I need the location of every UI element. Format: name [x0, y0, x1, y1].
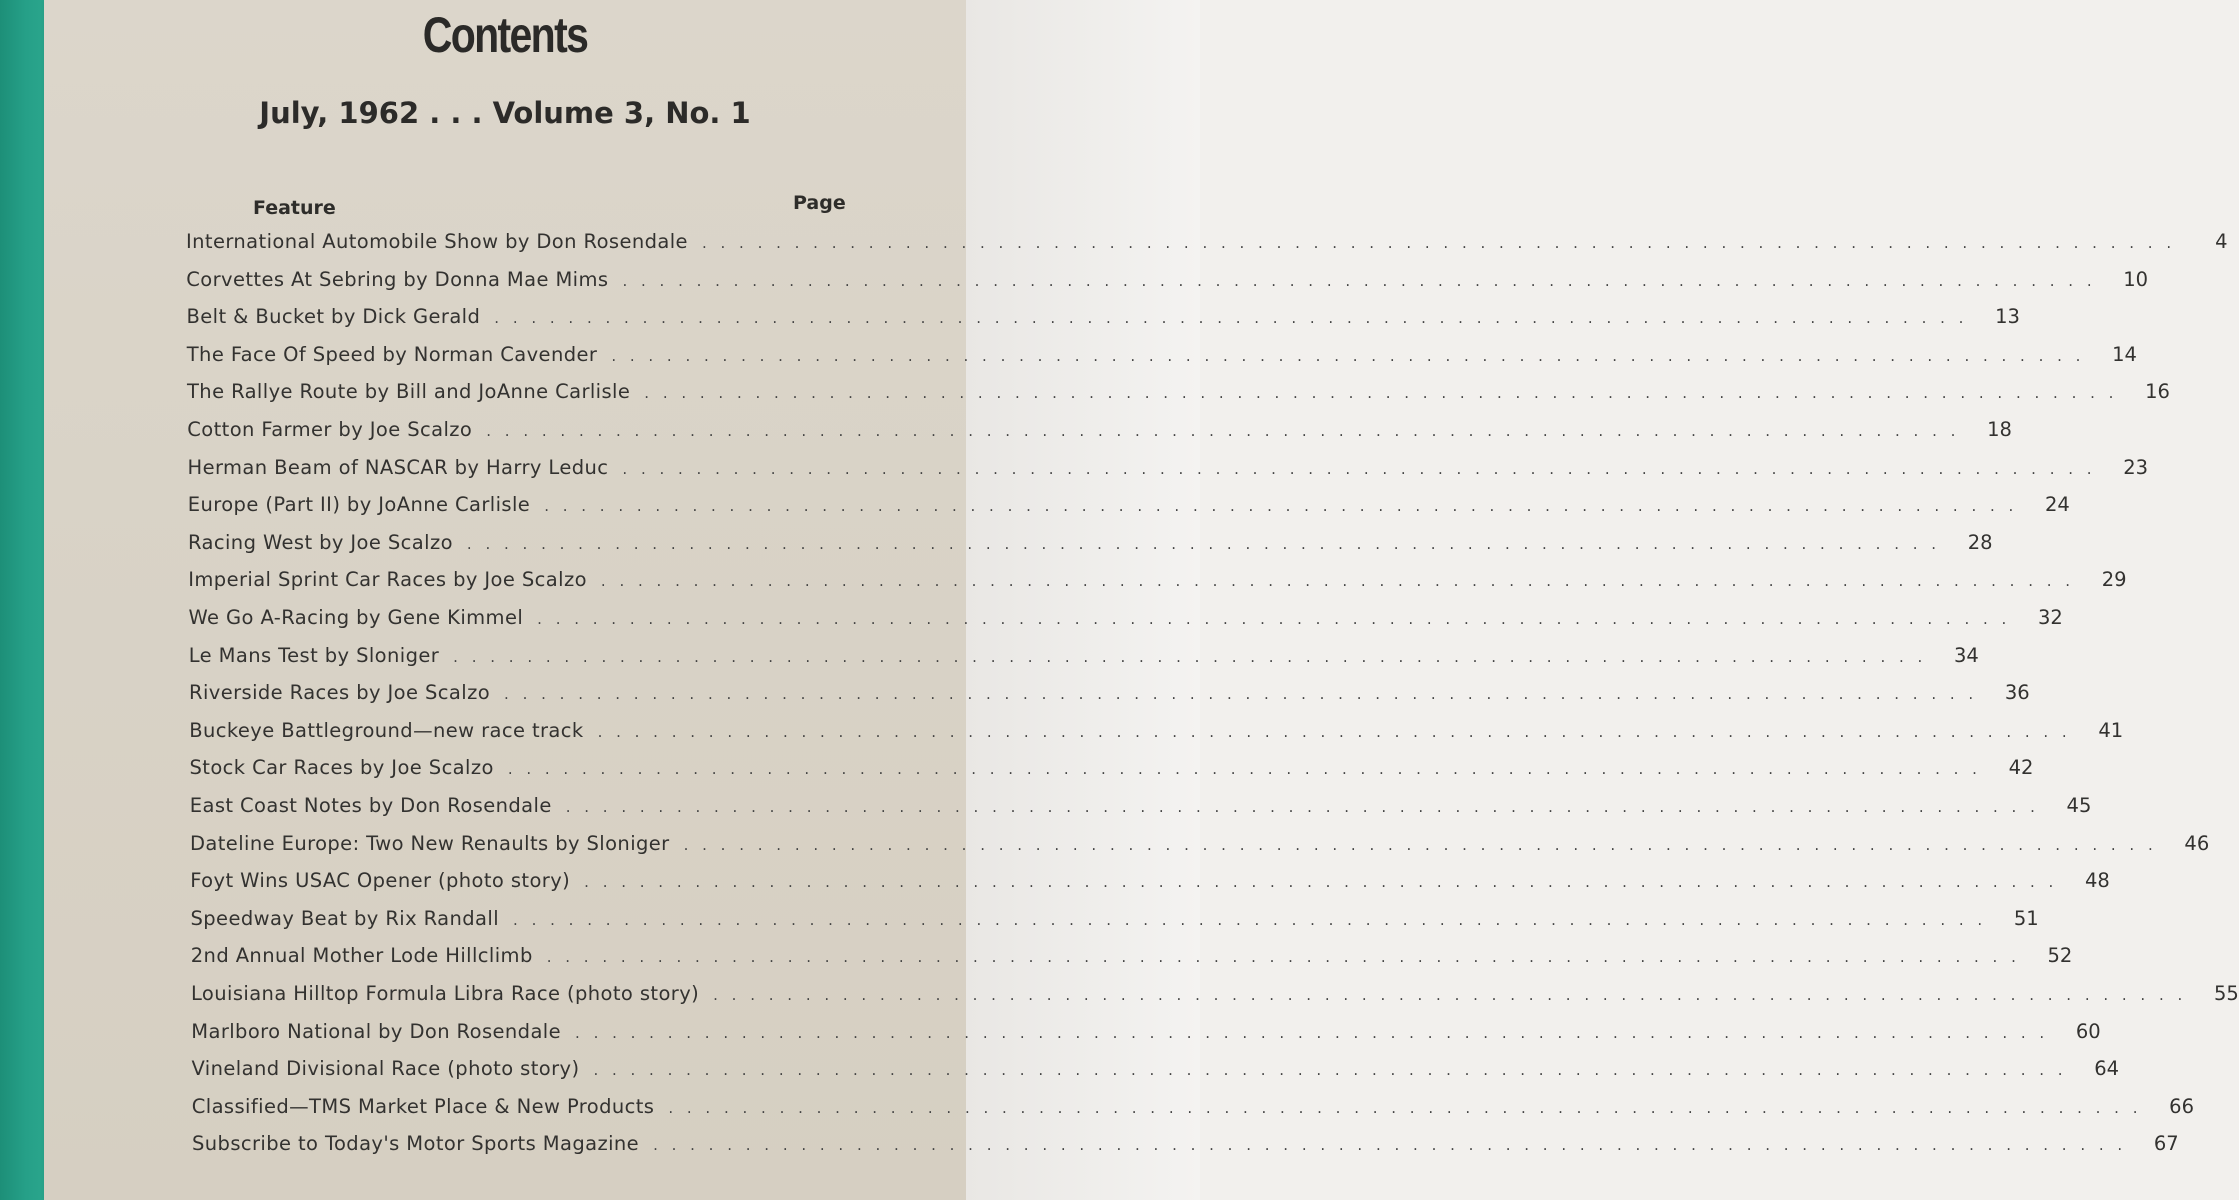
toc-entry-title: Belt & Bucket by Dick Gerald — [186, 305, 481, 329]
dot-leader: . . . . . . . . . . . . . . . . . . . . . . . . . . . . . . . . . . . . . . . . . . . . . . . . . . . . . . . . . . . . . . . . . . . . . . . . . . . . . . . . — [565, 798, 2040, 816]
toc-entry-page: 52 — [2047, 944, 2073, 968]
toc-entry — [190, 869, 2110, 899]
dot-leader: . . . . . . . . . . . . . . . . . . . . . . . . . . . . . . . . . . . . . . . . . . . . . . . . . . . . . . . . . . . . . . . . . . . . . . . . . . . . . . . . — [546, 948, 2021, 967]
toc-entry — [188, 568, 2127, 598]
dot-leader: . . . . . . . . . . . . . . . . . . . . . . . . . . . . . . . . . . . . . . . . . . . . . . . . . . . . . . . . . . . . . . . . . . . . . . . . . . . . . . . . — [644, 384, 2118, 403]
toc-entry — [186, 267, 2149, 298]
dot-leader: . . . . . . . . . . . . . . . . . . . . . . . . . . . . . . . . . . . . . . . . . . . . . . . . . . . . . . . . . . . . . . . . . . . . . . . . . . . . . . . . — [504, 685, 1978, 704]
toc-entry-title: Subscribe to Today's Motor Sports Magazine — [192, 1132, 640, 1156]
toc-entry — [186, 230, 2228, 260]
toc-entry-page: 48 — [2084, 869, 2110, 893]
toc-entry-title: Louisiana Hilltop Formula Libra Race (photo story) — [191, 982, 700, 1005]
toc-entry-page: 36 — [2004, 681, 2030, 705]
toc-entry — [187, 455, 2149, 486]
toc-entry-title: Speedway Beat by Rix Randall — [190, 906, 500, 930]
toc-entry — [188, 606, 2063, 636]
dot-leader: . . . . . . . . . . . . . . . . . . . . . . . . . . . . . . . . . . . . . . . . . . . . . . . . . . . . . . . . . . . . . . . . . . . . . . . . . . . . . . . . — [544, 497, 2018, 516]
toc-entry — [191, 982, 2239, 1012]
toc-entry — [190, 831, 2210, 862]
dot-leader: . . . . . . . . . . . . . . . . . . . . . . . . . . . . . . . . . . . . . . . . . . . . . . . . . . . . . . . . . . . . . . . . . . . . . . . . . . . . . . . . — [622, 271, 2097, 290]
toc-entry — [188, 643, 1979, 674]
toc-entry-page: 42 — [2008, 756, 2034, 780]
dot-leader: . . . . . . . . . . . . . . . . . . . . . . . . . . . . . . . . . . . . . . . . . . . . . . . . . . . . . . . . . . . . . . . . . . . . . . . . . . . . . . . . — [597, 722, 2072, 741]
background-surface — [966, 0, 1200, 1200]
toc-entry — [188, 530, 1993, 561]
toc-entry-title: East Coast Notes by Don Rosendale — [189, 794, 552, 817]
dot-leader: . . . . . . . . . . . . . . . . . . . . . . . . . . . . . . . . . . . . . . . . . . . . . . . . . . . . . . . . . . . . . . . . . . . . . . . . . . . . . . . . — [593, 1061, 2068, 1080]
toc-entry-page: 14 — [2112, 342, 2137, 366]
dot-leader: . . . . . . . . . . . . . . . . . . . . . . . . . . . . . . . . . . . . . . . . . . . . . . . . . . . . . . . . . . . . . . . . . . . . . . . . . . . . . . . . — [507, 760, 1982, 779]
toc-entry-title: The Face Of Speed by Norman Cavender — [186, 342, 598, 366]
toc-entry-title: Imperial Sprint Car Races by Joe Scalzo — [188, 568, 587, 592]
toc-entry — [192, 1132, 2179, 1162]
toc-entry-page: 18 — [1987, 418, 2012, 441]
toc-entry-page: 51 — [2013, 906, 2039, 930]
dot-leader: . . . . . . . . . . . . . . . . . . . . . . . . . . . . . . . . . . . . . . . . . . . . . . . . . . . . . . . . . . . . . . . . . . . . . . . . . . . . . . . . — [622, 459, 2097, 478]
toc-entry — [189, 718, 2124, 749]
toc-entry — [189, 794, 2092, 824]
toc-entry-title: Classified—TMS Market Place & New Products — [191, 1094, 655, 1118]
toc-entry-page: 28 — [1967, 530, 1993, 554]
toc-entry-title: Vineland Divisional Race (photo story) — [191, 1057, 580, 1081]
toc-entry — [187, 380, 2170, 410]
toc-entry-page: 66 — [2169, 1094, 2194, 1118]
toc-entry-title: Herman Beam of NASCAR by Harry Leduc — [187, 455, 609, 479]
toc-entry-page: 67 — [2153, 1132, 2179, 1156]
toc-entry-page: 32 — [2037, 606, 2063, 629]
page-column-header: Page — [793, 192, 846, 214]
toc-entry — [191, 1057, 2120, 1087]
dot-leader: . . . . . . . . . . . . . . . . . . . . . . . . . . . . . . . . . . . . . . . . . . . . . . . . . . . . . . . . . . . . . . . . . . . . . . . . . . . . . . . . — [683, 835, 2158, 854]
toc-entry-page: 41 — [2098, 718, 2124, 742]
toc-entry-page: 24 — [2044, 493, 2070, 517]
toc-entry-title: Corvettes At Sebring by Donna Mae Mims — [186, 267, 609, 291]
toc-entry-title: Foyt Wins USAC Opener (photo story) — [190, 869, 571, 893]
toc-entry-page: 34 — [1953, 643, 1979, 667]
toc-entry-page: 23 — [2123, 455, 2149, 479]
dot-leader: . . . . . . . . . . . . . . . . . . . . . . . . . . . . . . . . . . . . . . . . . . . . . . . . . . . . . . . . . . . . . . . . . . . . . . . . . . . . . . . . — [701, 234, 2176, 252]
toc-entry — [187, 493, 2070, 523]
dot-leader: . . . . . . . . . . . . . . . . . . . . . . . . . . . . . . . . . . . . . . . . . . . . . . . . . . . . . . . . . . . . . . . . . . . . . . . . . . . . . . . . — [600, 572, 2075, 591]
toc-entry — [186, 342, 2137, 373]
toc-entry-title: Marlboro National by Don Rosendale — [191, 1019, 562, 1043]
dot-leader: . . . . . . . . . . . . . . . . . . . . . . . . . . . . . . . . . . . . . . . . . . . . . . . . . . . . . . . . . . . . . . . . . . . . . . . . . . . . . . . . — [611, 346, 2085, 365]
toc-entry — [190, 906, 2039, 937]
feature-column-header: Feature — [253, 197, 336, 219]
toc-entry-page: 29 — [2101, 568, 2127, 592]
toc-entry-page: 4 — [2215, 230, 2228, 253]
toc-entry-page: 60 — [2075, 1019, 2101, 1043]
toc-entry-title: Riverside Races by Joe Scalzo — [189, 681, 491, 705]
dot-leader: . . . . . . . . . . . . . . . . . . . . . . . . . . . . . . . . . . . . . . . . . . . . . . . . . . . . . . . . . . . . . . . . . . . . . . . . . . . . . . . . — [653, 1136, 2127, 1155]
dot-leader: . . . . . . . . . . . . . . . . . . . . . . . . . . . . . . . . . . . . . . . . . . . . . . . . . . . . . . . . . . . . . . . . . . . . . . . . . . . . . . . . — [713, 986, 2187, 1004]
toc-entry-page: 16 — [2145, 380, 2170, 404]
toc-entry — [189, 681, 2030, 711]
toc-entry-title: Le Mans Test by Sloniger — [188, 643, 440, 667]
toc-entry — [189, 756, 2034, 786]
dot-leader: . . . . . . . . . . . . . . . . . . . . . . . . . . . . . . . . . . . . . . . . . . . . . . . . . . . . . . . . . . . . . . . . . . . . . . . . . . . . . . . . — [668, 1098, 2142, 1117]
toc-entry — [191, 1094, 2194, 1125]
dot-leader: . . . . . . . . . . . . . . . . . . . . . . . . . . . . . . . . . . . . . . . . . . . . . . . . . . . . . . . . . . . . . . . . . . . . . . . . . . . . . . . . — [494, 309, 1968, 328]
toc-entry-title: Buckeye Battleground—new race track — [189, 718, 584, 742]
adjacent-green-page — [0, 0, 44, 1200]
toc-entry-page: 13 — [1995, 305, 2020, 329]
toc-entry-title: Stock Car Races by Joe Scalzo — [189, 756, 494, 780]
toc-entry — [187, 418, 2012, 448]
dot-leader: . . . . . . . . . . . . . . . . . . . . . . . . . . . . . . . . . . . . . . . . . . . . . . . . . . . . . . . . . . . . . . . . . . . . . . . . . . . . . . . . — [486, 422, 1960, 440]
toc-entry-title: The Rallye Route by Bill and JoAnne Carlisle — [187, 380, 631, 404]
dot-leader: . . . . . . . . . . . . . . . . . . . . . . . . . . . . . . . . . . . . . . . . . . . . . . . . . . . . . . . . . . . . . . . . . . . . . . . . . . . . . . . . — [453, 647, 1927, 666]
dot-leader: . . . . . . . . . . . . . . . . . . . . . . . . . . . . . . . . . . . . . . . . . . . . . . . . . . . . . . . . . . . . . . . . . . . . . . . . . . . . . . . . — [513, 910, 1987, 929]
dot-leader: . . . . . . . . . . . . . . . . . . . . . . . . . . . . . . . . . . . . . . . . . . . . . . . . . . . . . . . . . . . . . . . . . . . . . . . . . . . . . . . . — [575, 1023, 2049, 1042]
toc-entry — [191, 1019, 2101, 1050]
toc-entry-title: International Automobile Show by Don Rosendale — [186, 230, 688, 253]
dot-leader: . . . . . . . . . . . . . . . . . . . . . . . . . . . . . . . . . . . . . . . . . . . . . . . . . . . . . . . . . . . . . . . . . . . . . . . . . . . . . . . . — [537, 610, 2011, 628]
toc-entry-title: Dateline Europe: Two New Renaults by Sloniger — [190, 831, 670, 855]
toc-entry — [186, 305, 2020, 335]
issue-line: July, 1962 . . . Volume 3, No. 1 — [259, 96, 751, 130]
dot-leader: . . . . . . . . . . . . . . . . . . . . . . . . . . . . . . . . . . . . . . . . . . . . . . . . . . . . . . . . . . . . . . . . . . . . . . . . . . . . . . . . — [466, 534, 1941, 553]
toc-entry-page: 45 — [2066, 794, 2092, 817]
toc-entry — [190, 944, 2073, 974]
toc-entry-title: Cotton Farmer by Joe Scalzo — [187, 418, 473, 441]
toc-entry-title: We Go A-Racing by Gene Kimmel — [188, 606, 524, 629]
toc-entry-title: 2nd Annual Mother Lode Hillclimb — [190, 944, 533, 968]
toc-entry-title: Racing West by Joe Scalzo — [188, 530, 453, 554]
toc-entry-page: 64 — [2094, 1057, 2120, 1081]
dot-leader: . . . . . . . . . . . . . . . . . . . . . . . . . . . . . . . . . . . . . . . . . . . . . . . . . . . . . . . . . . . . . . . . . . . . . . . . . . . . . . . . — [584, 873, 2058, 892]
page-title: Contents — [422, 7, 588, 63]
toc-entry-page: 10 — [2123, 267, 2149, 291]
cut-off-text — [190, 1188, 590, 1200]
toc-entry-page: 55 — [2213, 982, 2239, 1005]
toc-entry-title: Europe (Part II) by JoAnne Carlisle — [187, 493, 531, 517]
toc-entry-page: 46 — [2184, 831, 2210, 855]
